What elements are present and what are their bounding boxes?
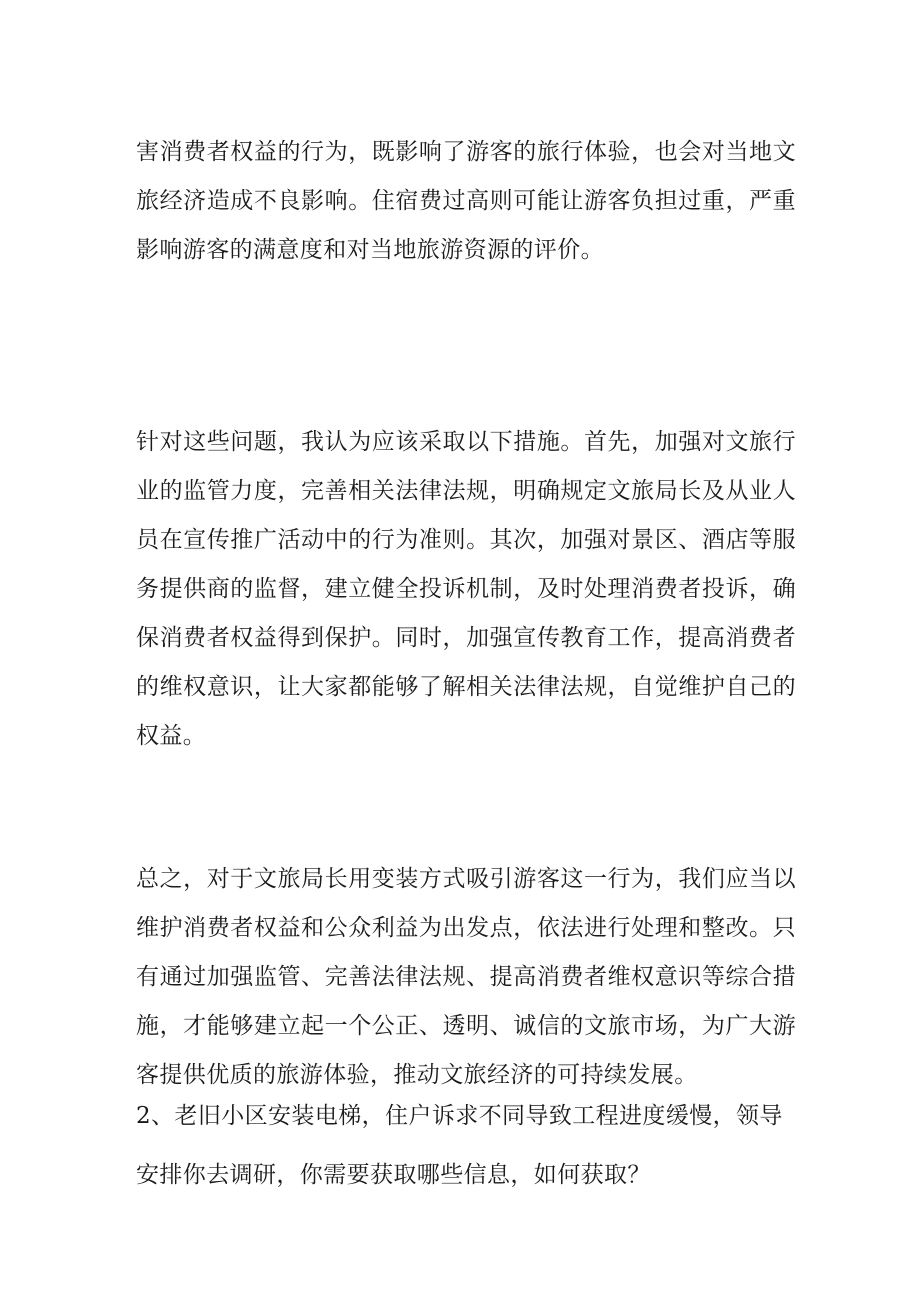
- question-2-line-1: 2、老旧小区安装电梯，住户诉求不同导致工程进度缓慢，领导: [136, 1103, 783, 1129]
- paragraph-measures: 针对这些问题，我认为应该采取以下措施。首先，加强对文旅行业的监管力度，完善相关法律法规，明确规定文旅局长及从业人员在宣传推广活动中的行为准则。其次，加强对景区、酒店等服务提供商的监督，建立健全投诉机制，及时处理消费者投诉，确保消费者权益得到保护。同时，加强宣传教育工作，提高消费者的维权意识，让大家都能够了解相关法律法规，自觉维护自己的权益。: [136, 429, 796, 749]
- paragraph-consumer-impact: 害消费者权益的行为，既影响了游客的旅行体验，也会对当地文旅经济造成不良影响。住宿费过高则可能让游客负担过重，严重影响游客的满意度和对当地旅游资源的评价。: [136, 139, 796, 263]
- paragraph-conclusion: 总之，对于文旅局长用变装方式吸引游客这一行为，我们应当以维护消费者权益和公众利益为出发点，依法进行处理和整改。只有通过加强监管、完善法律法规、提高消费者维权意识等综合措施，才能够建立起一个公正、透明、诚信的文旅市场，为广大游客提供优质的旅游体验，推动文旅经济的可持续发展。: [136, 866, 796, 1088]
- question-2-line-2: 安排你去调研，你需要获取哪些信息，如何获取？: [136, 1162, 651, 1188]
